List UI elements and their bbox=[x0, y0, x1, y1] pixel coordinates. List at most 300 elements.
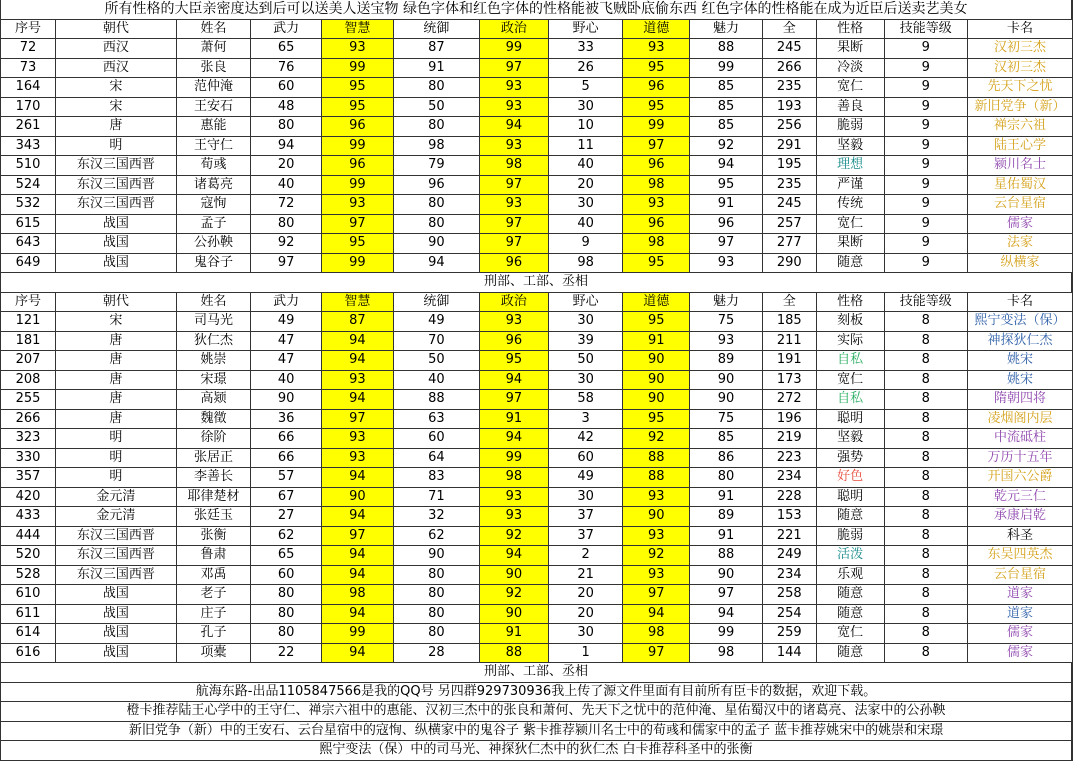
dynasty-cell: 东汉三国西晋 bbox=[56, 527, 177, 546]
personality-cell: 果断 bbox=[817, 39, 885, 58]
wisdom-cell: 98 bbox=[322, 585, 394, 604]
table-header-row bbox=[0, 293, 1073, 313]
id-cell: 208 bbox=[0, 371, 56, 390]
politics-cell: 96 bbox=[480, 332, 549, 351]
command-cell: 80 bbox=[394, 215, 480, 234]
force-cell: 20 bbox=[251, 156, 322, 175]
table-row bbox=[0, 605, 1073, 625]
skill-level-cell: 8 bbox=[885, 507, 968, 526]
name-cell: 徐阶 bbox=[177, 429, 252, 448]
table-row bbox=[0, 390, 1073, 410]
card-name-cell: 凌烟阁内层 bbox=[968, 410, 1073, 429]
politics-cell: 97 bbox=[480, 215, 549, 234]
wisdom-cell: 93 bbox=[322, 371, 394, 390]
ambition-cell: 49 bbox=[549, 468, 624, 487]
card-name-cell: 陆王心学 bbox=[968, 137, 1073, 156]
morality-cell: 96 bbox=[623, 215, 690, 234]
morality-cell: 99 bbox=[623, 117, 690, 136]
command-cell: 80 bbox=[394, 78, 480, 97]
skill-level-cell: 9 bbox=[885, 156, 968, 175]
ambition-cell: 20 bbox=[549, 605, 624, 624]
wisdom-cell: 97 bbox=[322, 527, 394, 546]
ambition-cell: 58 bbox=[549, 390, 624, 409]
footer-note: 橙卡推荐陆王心学中的王守仁、禅宗六祖中的惠能、汉初三杰中的张良和萧何、先天下之忧中的范仲淹、星佑蜀汉中的诸葛亮、法家中的公孙鞅 bbox=[1, 702, 1072, 721]
morality-cell: 93 bbox=[623, 39, 690, 58]
wisdom-cell: 96 bbox=[322, 117, 394, 136]
personality-cell: 随意 bbox=[817, 644, 885, 663]
wisdom-cell: 97 bbox=[322, 215, 394, 234]
command-cell: 49 bbox=[394, 312, 480, 331]
personality-cell: 随意 bbox=[817, 507, 885, 526]
id-cell: 615 bbox=[0, 215, 56, 234]
politics-cell: 94 bbox=[480, 117, 549, 136]
wisdom-cell: 94 bbox=[322, 644, 394, 663]
table-row bbox=[0, 527, 1073, 547]
column-header: 序号 bbox=[0, 293, 56, 312]
footer-note-row bbox=[0, 683, 1073, 703]
column-header: 政治 bbox=[480, 20, 549, 39]
politics-cell: 94 bbox=[480, 429, 549, 448]
personality-cell: 冷淡 bbox=[817, 59, 885, 78]
morality-cell: 90 bbox=[623, 351, 690, 370]
morality-cell: 96 bbox=[623, 156, 690, 175]
morality-cell: 93 bbox=[623, 566, 690, 585]
card-name-cell: 新旧党争（新） bbox=[968, 98, 1073, 117]
skill-level-cell: 8 bbox=[885, 390, 968, 409]
skill-level-cell: 8 bbox=[885, 449, 968, 468]
table-row bbox=[0, 117, 1073, 137]
politics-cell: 97 bbox=[480, 176, 549, 195]
command-cell: 79 bbox=[394, 156, 480, 175]
skill-level-cell: 8 bbox=[885, 546, 968, 565]
wisdom-cell: 93 bbox=[322, 449, 394, 468]
table-row bbox=[0, 59, 1073, 79]
charm-cell: 80 bbox=[690, 468, 763, 487]
force-cell: 65 bbox=[251, 39, 322, 58]
personality-cell: 自私 bbox=[817, 390, 885, 409]
wisdom-cell: 95 bbox=[322, 98, 394, 117]
wisdom-cell: 96 bbox=[322, 156, 394, 175]
charm-cell: 75 bbox=[690, 410, 763, 429]
force-cell: 80 bbox=[251, 624, 322, 643]
dynasty-cell: 宋 bbox=[56, 312, 177, 331]
politics-cell: 99 bbox=[480, 39, 549, 58]
card-name-cell: 道家 bbox=[968, 585, 1073, 604]
wisdom-cell: 94 bbox=[322, 390, 394, 409]
dynasty-cell: 唐 bbox=[56, 410, 177, 429]
personality-cell: 随意 bbox=[817, 605, 885, 624]
command-cell: 80 bbox=[394, 566, 480, 585]
ambition-cell: 2 bbox=[549, 546, 624, 565]
politics-cell: 93 bbox=[480, 488, 549, 507]
force-cell: 80 bbox=[251, 605, 322, 624]
personality-cell: 随意 bbox=[817, 585, 885, 604]
id-cell: 649 bbox=[0, 254, 56, 273]
command-cell: 80 bbox=[394, 585, 480, 604]
skill-level-cell: 9 bbox=[885, 59, 968, 78]
section-title-row bbox=[0, 273, 1073, 293]
morality-cell: 91 bbox=[623, 332, 690, 351]
command-cell: 88 bbox=[394, 390, 480, 409]
name-cell: 姚崇 bbox=[177, 351, 252, 370]
morality-cell: 95 bbox=[623, 312, 690, 331]
id-cell: 643 bbox=[0, 234, 56, 253]
ambition-cell: 9 bbox=[549, 234, 624, 253]
table-row bbox=[0, 156, 1073, 176]
command-cell: 50 bbox=[394, 351, 480, 370]
charm-cell: 93 bbox=[690, 332, 763, 351]
skill-level-cell: 8 bbox=[885, 351, 968, 370]
force-cell: 49 bbox=[251, 312, 322, 331]
dynasty-cell: 金元清 bbox=[56, 507, 177, 526]
command-cell: 80 bbox=[394, 605, 480, 624]
ambition-cell: 1 bbox=[549, 644, 624, 663]
card-name-cell: 熙宁变法（保） bbox=[968, 312, 1073, 331]
wisdom-cell: 93 bbox=[322, 39, 394, 58]
personality-cell: 宽仁 bbox=[817, 78, 885, 97]
command-cell: 94 bbox=[394, 254, 480, 273]
column-header: 智慧 bbox=[322, 20, 394, 39]
card-name-cell: 乾元三仁 bbox=[968, 488, 1073, 507]
footer-note: 航海东路-出品1105847566是我的QQ号 另四群929730936我上传了源文件里面有目前所有臣卡的数据，欢迎下载。 bbox=[1, 683, 1072, 702]
force-cell: 72 bbox=[251, 195, 322, 214]
column-header: 智慧 bbox=[322, 293, 394, 312]
ambition-cell: 26 bbox=[549, 59, 624, 78]
charm-cell: 90 bbox=[690, 566, 763, 585]
morality-cell: 96 bbox=[623, 78, 690, 97]
morality-cell: 90 bbox=[623, 390, 690, 409]
total-cell: 221 bbox=[763, 527, 817, 546]
skill-level-cell: 9 bbox=[885, 254, 968, 273]
command-cell: 80 bbox=[394, 117, 480, 136]
wisdom-cell: 93 bbox=[322, 429, 394, 448]
column-header: 野心 bbox=[549, 20, 624, 39]
politics-cell: 88 bbox=[480, 644, 549, 663]
ambition-cell: 37 bbox=[549, 507, 624, 526]
politics-cell: 92 bbox=[480, 585, 549, 604]
total-cell: 234 bbox=[763, 566, 817, 585]
id-cell: 433 bbox=[0, 507, 56, 526]
table-row bbox=[0, 215, 1073, 235]
card-name-cell: 姚宋 bbox=[968, 371, 1073, 390]
force-cell: 22 bbox=[251, 644, 322, 663]
morality-cell: 97 bbox=[623, 585, 690, 604]
personality-cell: 善良 bbox=[817, 98, 885, 117]
morality-cell: 95 bbox=[623, 98, 690, 117]
personality-cell: 实际 bbox=[817, 332, 885, 351]
ambition-cell: 40 bbox=[549, 156, 624, 175]
total-cell: 266 bbox=[763, 59, 817, 78]
politics-cell: 97 bbox=[480, 59, 549, 78]
card-name-cell: 星佑蜀汉 bbox=[968, 176, 1073, 195]
charm-cell: 89 bbox=[690, 507, 763, 526]
dynasty-cell: 战国 bbox=[56, 234, 177, 253]
id-cell: 444 bbox=[0, 527, 56, 546]
personality-cell: 宽仁 bbox=[817, 624, 885, 643]
politics-cell: 90 bbox=[480, 605, 549, 624]
command-cell: 32 bbox=[394, 507, 480, 526]
id-cell: 420 bbox=[0, 488, 56, 507]
wisdom-cell: 87 bbox=[322, 312, 394, 331]
column-header: 姓名 bbox=[177, 293, 252, 312]
id-cell: 528 bbox=[0, 566, 56, 585]
charm-cell: 75 bbox=[690, 312, 763, 331]
ambition-cell: 10 bbox=[549, 117, 624, 136]
total-cell: 256 bbox=[763, 117, 817, 136]
column-header: 性格 bbox=[817, 293, 885, 312]
wisdom-cell: 94 bbox=[322, 546, 394, 565]
force-cell: 65 bbox=[251, 546, 322, 565]
id-cell: 611 bbox=[0, 605, 56, 624]
name-cell: 庄子 bbox=[177, 605, 252, 624]
personality-cell: 坚毅 bbox=[817, 137, 885, 156]
wisdom-cell: 94 bbox=[322, 351, 394, 370]
column-header: 魅力 bbox=[690, 20, 763, 39]
total-cell: 195 bbox=[763, 156, 817, 175]
id-cell: 121 bbox=[0, 312, 56, 331]
table-row bbox=[0, 410, 1073, 430]
skill-level-cell: 9 bbox=[885, 137, 968, 156]
dynasty-cell: 唐 bbox=[56, 117, 177, 136]
personality-cell: 宽仁 bbox=[817, 371, 885, 390]
morality-cell: 95 bbox=[623, 410, 690, 429]
politics-cell: 93 bbox=[480, 98, 549, 117]
skill-level-cell: 8 bbox=[885, 312, 968, 331]
morality-cell: 90 bbox=[623, 507, 690, 526]
politics-cell: 93 bbox=[480, 195, 549, 214]
card-name-cell: 承康启乾 bbox=[968, 507, 1073, 526]
wisdom-cell: 99 bbox=[322, 176, 394, 195]
dynasty-cell: 明 bbox=[56, 429, 177, 448]
force-cell: 47 bbox=[251, 332, 322, 351]
table-row bbox=[0, 234, 1073, 254]
table-row bbox=[0, 585, 1073, 605]
column-header: 政治 bbox=[480, 293, 549, 312]
force-cell: 97 bbox=[251, 254, 322, 273]
name-cell: 张廷玉 bbox=[177, 507, 252, 526]
dynasty-cell: 东汉三国西晋 bbox=[56, 176, 177, 195]
column-header: 序号 bbox=[0, 20, 56, 39]
id-cell: 524 bbox=[0, 176, 56, 195]
skill-level-cell: 8 bbox=[885, 624, 968, 643]
total-cell: 196 bbox=[763, 410, 817, 429]
politics-cell: 99 bbox=[480, 449, 549, 468]
personality-cell: 坚毅 bbox=[817, 429, 885, 448]
id-cell: 261 bbox=[0, 117, 56, 136]
force-cell: 36 bbox=[251, 410, 322, 429]
charm-cell: 95 bbox=[690, 176, 763, 195]
table-row bbox=[0, 98, 1073, 118]
table-row bbox=[0, 351, 1073, 371]
name-cell: 鲁肃 bbox=[177, 546, 252, 565]
dynasty-cell: 金元清 bbox=[56, 488, 177, 507]
force-cell: 60 bbox=[251, 566, 322, 585]
id-cell: 266 bbox=[0, 410, 56, 429]
charm-cell: 91 bbox=[690, 488, 763, 507]
politics-cell: 98 bbox=[480, 468, 549, 487]
personality-cell: 严谨 bbox=[817, 176, 885, 195]
morality-cell: 93 bbox=[623, 488, 690, 507]
command-cell: 62 bbox=[394, 527, 480, 546]
force-cell: 40 bbox=[251, 176, 322, 195]
skill-level-cell: 9 bbox=[885, 98, 968, 117]
id-cell: 323 bbox=[0, 429, 56, 448]
column-header: 全 bbox=[763, 293, 817, 312]
table-row bbox=[0, 371, 1073, 391]
ambition-cell: 37 bbox=[549, 527, 624, 546]
ambition-cell: 30 bbox=[549, 371, 624, 390]
table-row bbox=[0, 195, 1073, 215]
card-name-cell: 道家 bbox=[968, 605, 1073, 624]
table-row bbox=[0, 624, 1073, 644]
charm-cell: 88 bbox=[690, 39, 763, 58]
total-cell: 185 bbox=[763, 312, 817, 331]
morality-cell: 92 bbox=[623, 429, 690, 448]
politics-cell: 97 bbox=[480, 390, 549, 409]
column-header: 朝代 bbox=[56, 20, 177, 39]
id-cell: 207 bbox=[0, 351, 56, 370]
card-name-cell: 先天下之忧 bbox=[968, 78, 1073, 97]
name-cell: 惠能 bbox=[177, 117, 252, 136]
column-header: 技能等级 bbox=[885, 20, 968, 39]
footer-note: 新旧党争（新）中的王安石、云台星宿中的寇恂、纵横家中的鬼谷子 紫卡推荐颍川名士中的荀彧和儒家中的孟子 蓝卡推荐姚宋中的姚崇和宋璟 bbox=[1, 722, 1072, 741]
card-name-cell: 儒家 bbox=[968, 215, 1073, 234]
id-cell: 170 bbox=[0, 98, 56, 117]
dynasty-cell: 唐 bbox=[56, 390, 177, 409]
total-cell: 235 bbox=[763, 78, 817, 97]
command-cell: 71 bbox=[394, 488, 480, 507]
personality-cell: 强势 bbox=[817, 449, 885, 468]
total-cell: 258 bbox=[763, 585, 817, 604]
force-cell: 60 bbox=[251, 78, 322, 97]
command-cell: 90 bbox=[394, 234, 480, 253]
command-cell: 63 bbox=[394, 410, 480, 429]
total-cell: 144 bbox=[763, 644, 817, 663]
morality-cell: 93 bbox=[623, 527, 690, 546]
politics-cell: 90 bbox=[480, 566, 549, 585]
name-cell: 邓禹 bbox=[177, 566, 252, 585]
command-cell: 91 bbox=[394, 59, 480, 78]
name-cell: 项橐 bbox=[177, 644, 252, 663]
politics-cell: 92 bbox=[480, 527, 549, 546]
id-cell: 510 bbox=[0, 156, 56, 175]
personality-cell: 乐观 bbox=[817, 566, 885, 585]
total-cell: 234 bbox=[763, 468, 817, 487]
skill-level-cell: 8 bbox=[885, 429, 968, 448]
name-cell: 张衡 bbox=[177, 527, 252, 546]
card-name-cell: 神探狄仁杰 bbox=[968, 332, 1073, 351]
total-cell: 245 bbox=[763, 195, 817, 214]
force-cell: 27 bbox=[251, 507, 322, 526]
card-name-cell: 儒家 bbox=[968, 624, 1073, 643]
id-cell: 73 bbox=[0, 59, 56, 78]
personality-cell: 活泼 bbox=[817, 546, 885, 565]
name-cell: 老子 bbox=[177, 585, 252, 604]
dynasty-cell: 东汉三国西晋 bbox=[56, 566, 177, 585]
dynasty-cell: 明 bbox=[56, 468, 177, 487]
total-cell: 211 bbox=[763, 332, 817, 351]
dynasty-cell: 宋 bbox=[56, 98, 177, 117]
card-name-cell: 姚宋 bbox=[968, 351, 1073, 370]
skill-level-cell: 9 bbox=[885, 234, 968, 253]
skill-level-cell: 9 bbox=[885, 117, 968, 136]
charm-cell: 98 bbox=[690, 644, 763, 663]
politics-cell: 95 bbox=[480, 351, 549, 370]
morality-cell: 88 bbox=[623, 449, 690, 468]
card-name-cell: 万历十五年 bbox=[968, 449, 1073, 468]
name-cell: 王安石 bbox=[177, 98, 252, 117]
force-cell: 66 bbox=[251, 449, 322, 468]
dynasty-cell: 战国 bbox=[56, 605, 177, 624]
table-row bbox=[0, 468, 1073, 488]
politics-cell: 93 bbox=[480, 312, 549, 331]
politics-cell: 91 bbox=[480, 624, 549, 643]
table-row bbox=[0, 644, 1073, 664]
dynasty-cell: 西汉 bbox=[56, 39, 177, 58]
morality-cell: 97 bbox=[623, 644, 690, 663]
footer-note-row bbox=[0, 722, 1073, 742]
command-cell: 70 bbox=[394, 332, 480, 351]
card-name-cell: 东吴四英杰 bbox=[968, 546, 1073, 565]
dynasty-cell: 战国 bbox=[56, 644, 177, 663]
command-cell: 96 bbox=[394, 176, 480, 195]
name-cell: 宋璟 bbox=[177, 371, 252, 390]
ambition-cell: 3 bbox=[549, 410, 624, 429]
charm-cell: 97 bbox=[690, 585, 763, 604]
skill-level-cell: 8 bbox=[885, 605, 968, 624]
dynasty-cell: 战国 bbox=[56, 585, 177, 604]
total-cell: 219 bbox=[763, 429, 817, 448]
morality-cell: 93 bbox=[623, 195, 690, 214]
column-header: 统御 bbox=[394, 293, 480, 312]
wisdom-cell: 94 bbox=[322, 605, 394, 624]
column-header: 武力 bbox=[251, 293, 322, 312]
table-row bbox=[0, 78, 1073, 98]
wisdom-cell: 95 bbox=[322, 234, 394, 253]
skill-level-cell: 8 bbox=[885, 371, 968, 390]
skill-level-cell: 8 bbox=[885, 488, 968, 507]
dynasty-cell: 东汉三国西晋 bbox=[56, 195, 177, 214]
skill-level-cell: 9 bbox=[885, 195, 968, 214]
morality-cell: 95 bbox=[623, 59, 690, 78]
personality-cell: 脆弱 bbox=[817, 117, 885, 136]
table-row bbox=[0, 39, 1073, 59]
id-cell: 343 bbox=[0, 137, 56, 156]
morality-cell: 98 bbox=[623, 234, 690, 253]
command-cell: 90 bbox=[394, 546, 480, 565]
force-cell: 48 bbox=[251, 98, 322, 117]
table-row bbox=[0, 312, 1073, 332]
id-cell: 614 bbox=[0, 624, 56, 643]
charm-cell: 90 bbox=[690, 371, 763, 390]
column-header: 武力 bbox=[251, 20, 322, 39]
force-cell: 76 bbox=[251, 59, 322, 78]
skill-level-cell: 8 bbox=[885, 527, 968, 546]
wisdom-cell: 94 bbox=[322, 468, 394, 487]
total-cell: 254 bbox=[763, 605, 817, 624]
table-row bbox=[0, 176, 1073, 196]
charm-cell: 94 bbox=[690, 605, 763, 624]
sheet-title-row bbox=[0, 0, 1073, 20]
skill-level-cell: 9 bbox=[885, 78, 968, 97]
wisdom-cell: 94 bbox=[322, 507, 394, 526]
morality-cell: 88 bbox=[623, 468, 690, 487]
ambition-cell: 30 bbox=[549, 195, 624, 214]
wisdom-cell: 90 bbox=[322, 488, 394, 507]
total-cell: 290 bbox=[763, 254, 817, 273]
ambition-cell: 50 bbox=[549, 351, 624, 370]
wisdom-cell: 99 bbox=[322, 624, 394, 643]
